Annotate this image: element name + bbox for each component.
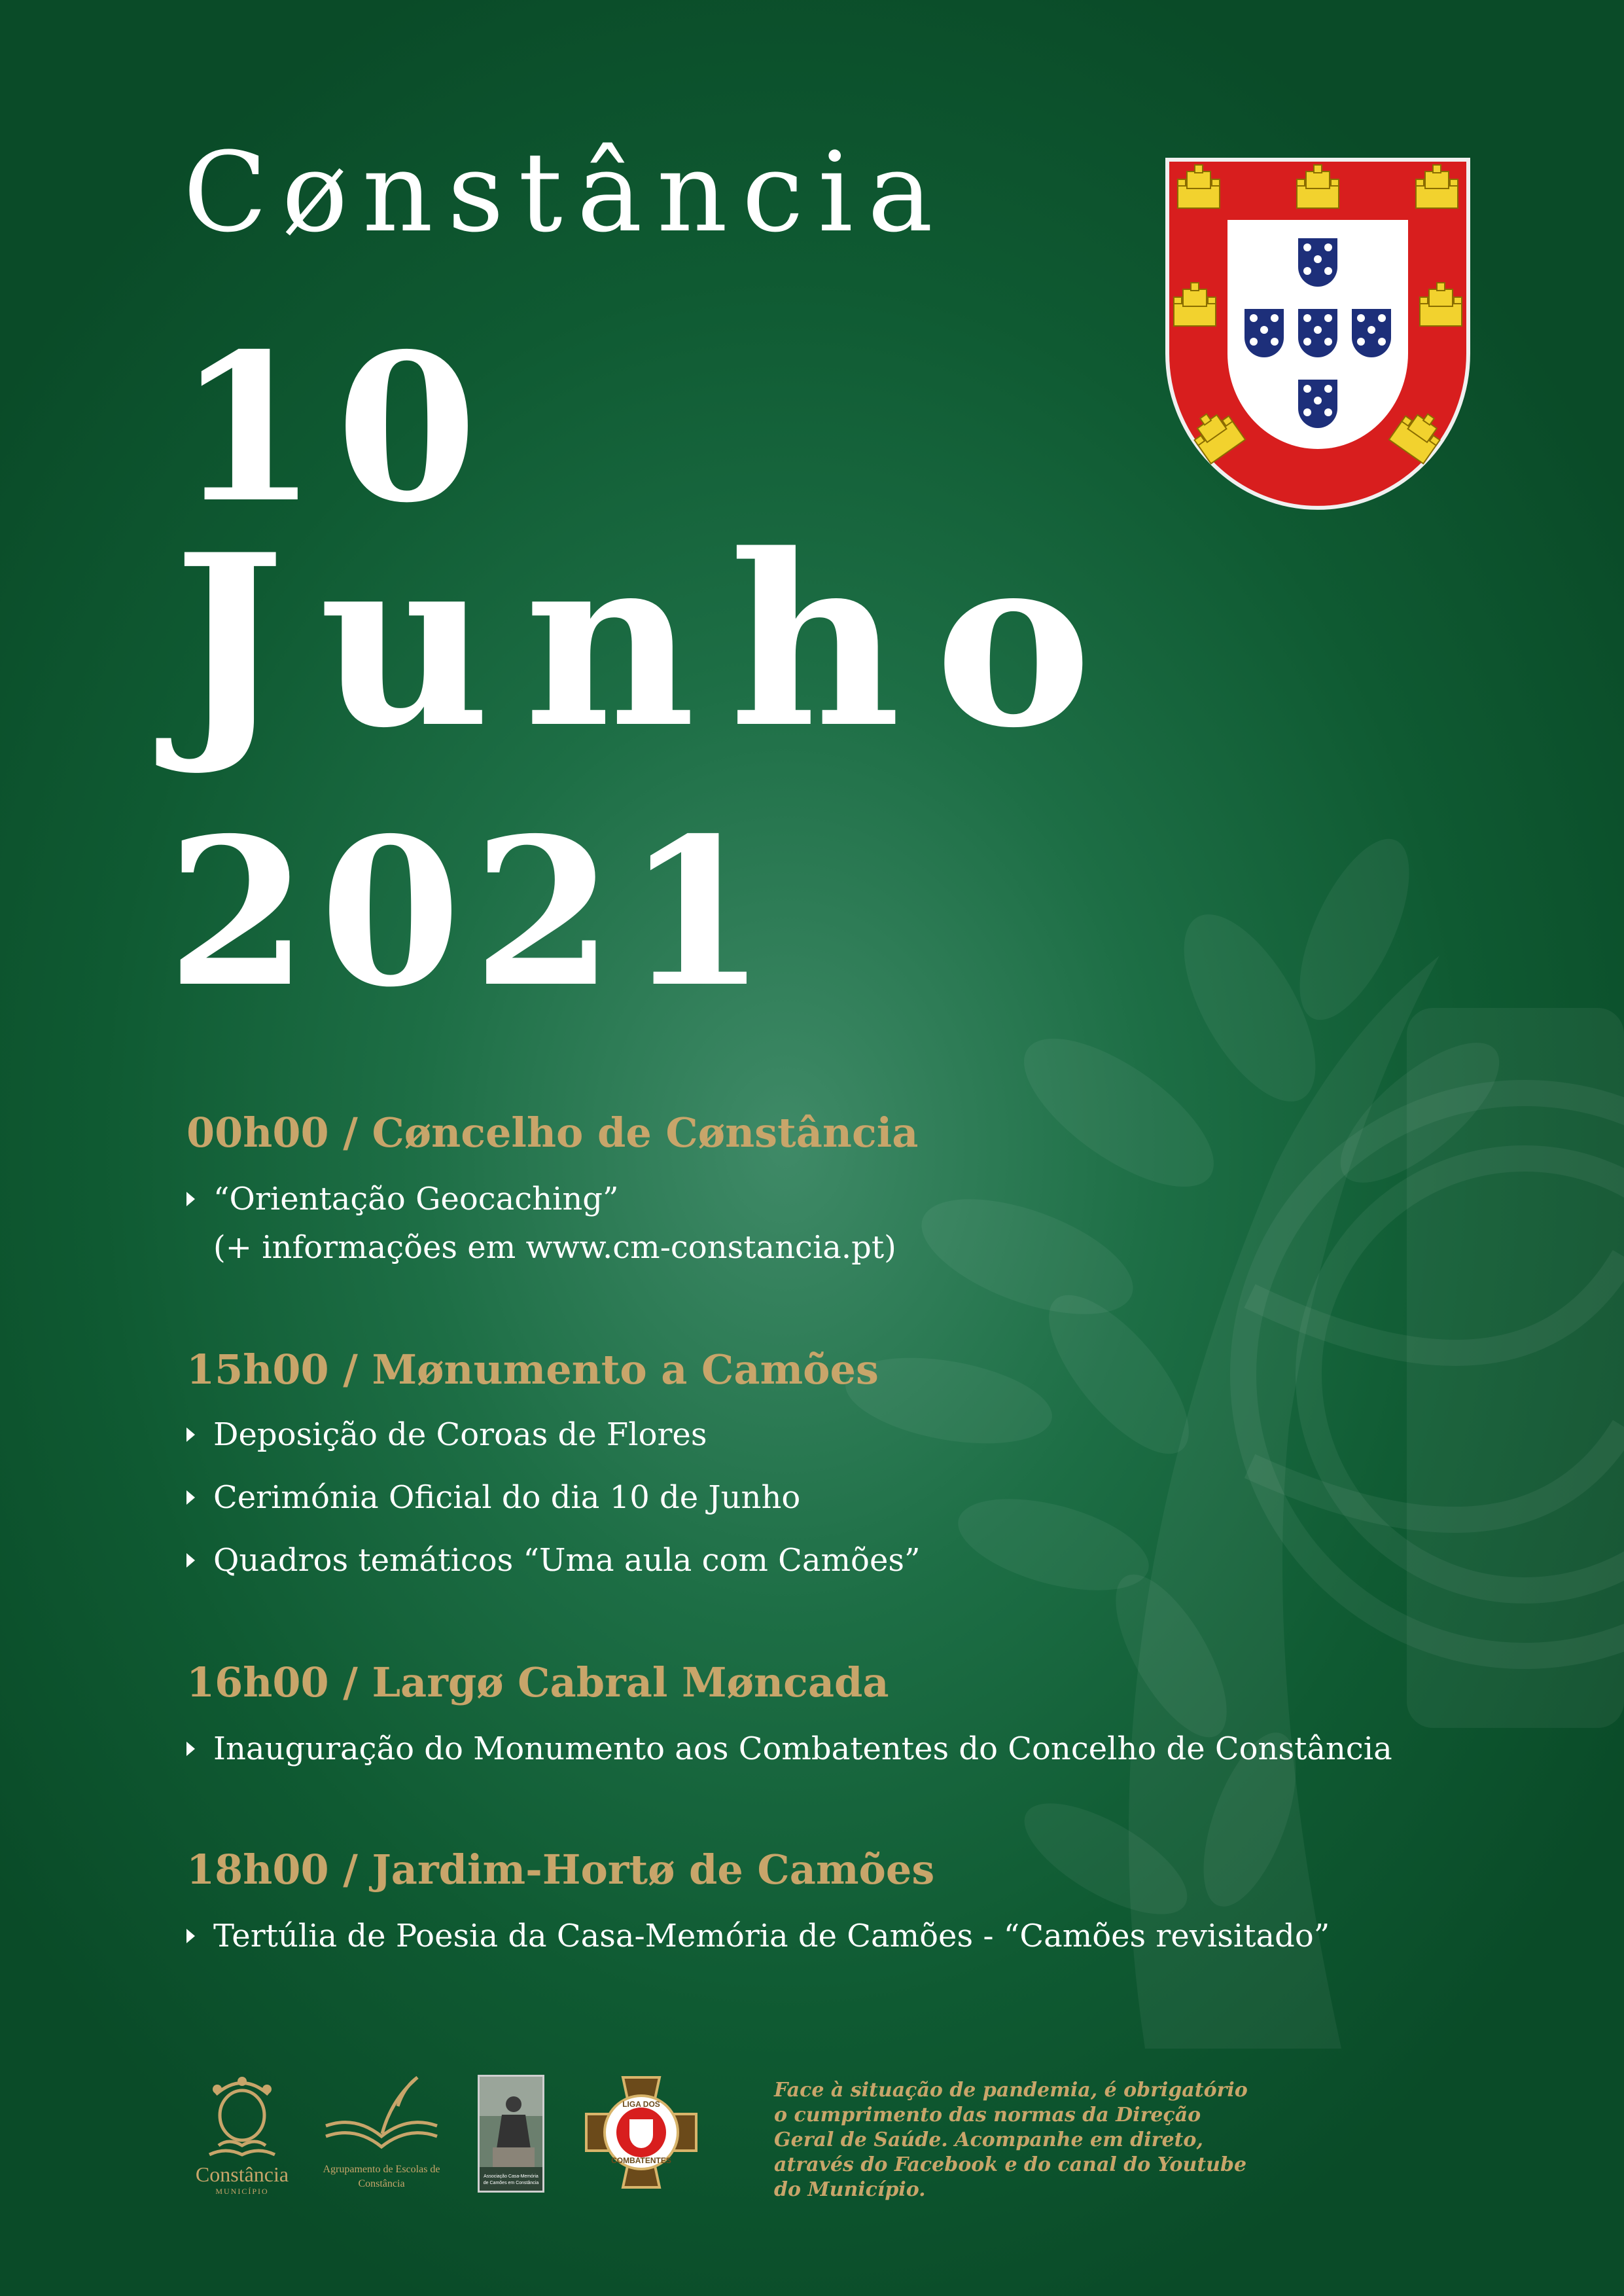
program-title-4: 18h00 / Jardim-Hortø de Camões [186, 1846, 935, 1893]
bullet-icon [186, 1929, 195, 1943]
logo-associacao [478, 2075, 544, 2193]
liga-combatentes-cross-icon [584, 2075, 699, 2190]
program-item-continuation: (+ informações em www.cm-constancia.pt) [213, 1229, 896, 1266]
disclaimer-line: do Município. [774, 2178, 926, 2201]
portuguese-shield-icon [1165, 157, 1471, 511]
municipio-emblem-icon [190, 2075, 294, 2160]
disclaimer-line: através do Facebook e do canal do Youtube [774, 2153, 1247, 2176]
escolas-line1: Agrupamento de Escolas de [323, 2164, 440, 2175]
program-item: Quadros temáticos “Uma aula com Camões” [186, 1545, 921, 1576]
bullet-icon [186, 1553, 195, 1568]
combatentes-bottom: COMBATENTES [611, 2156, 671, 2165]
program-item: Tertúlia de Poesia da Casa-Memória de Camões - “Camões revisitado” [186, 1920, 1330, 1952]
logo-escolas [319, 2073, 444, 2211]
program-item: Inauguração do Monumento aos Combatentes do Concelho de Constância [186, 1733, 1392, 1765]
associacao-line2: de Camões em Constância [483, 2181, 539, 2185]
municipio-sub: MUNICÍPIO [215, 2187, 269, 2196]
statue-photo-icon [480, 2077, 542, 2167]
program-item: Cerimónia Oficial do dia 10 de Junho [186, 1482, 800, 1513]
escolas-line2: Constância [358, 2178, 405, 2189]
date-year: 2021 [167, 794, 779, 1032]
date-month: Junho [173, 503, 1126, 780]
disclaimer-line: Face à situação de pandemia, é obrigatório [774, 2079, 1248, 2102]
bullet-icon [186, 1192, 195, 1206]
combatentes-top: LIGA DOS [622, 2100, 660, 2109]
bullet-icon [186, 1427, 195, 1442]
logo-combatentes [584, 2075, 699, 2193]
disclaimer-line: Geral de Saúde. Acompanhe em direto, [774, 2128, 1203, 2151]
bullet-icon [186, 1490, 195, 1505]
disclaimer-line: o cumprimento das normas da Direção [774, 2104, 1201, 2126]
town-title: Cønstância [183, 128, 947, 257]
associacao-line1: Associação Casa-Memória [484, 2174, 538, 2179]
program-title-2: 15h00 / Mønumento a Camões [186, 1346, 879, 1393]
date-day: 10 [177, 310, 496, 548]
logo-municipio [190, 2075, 294, 2206]
municipio-name: Constância [195, 2162, 289, 2186]
bullet-icon [186, 1742, 195, 1756]
program-item: Deposição de Coroas de Flores [186, 1419, 707, 1450]
background-laurel-emblem [752, 838, 1624, 2081]
pandemic-disclaimer [774, 2078, 1248, 2202]
program-item: “Orientação Geocaching” [186, 1183, 619, 1215]
program-title-3: 16h00 / Largø Cabral Møncada [186, 1659, 889, 1706]
program-title-1: 00h00 / Cøncelho de Cønstância [186, 1109, 919, 1157]
book-quill-icon [319, 2073, 444, 2152]
